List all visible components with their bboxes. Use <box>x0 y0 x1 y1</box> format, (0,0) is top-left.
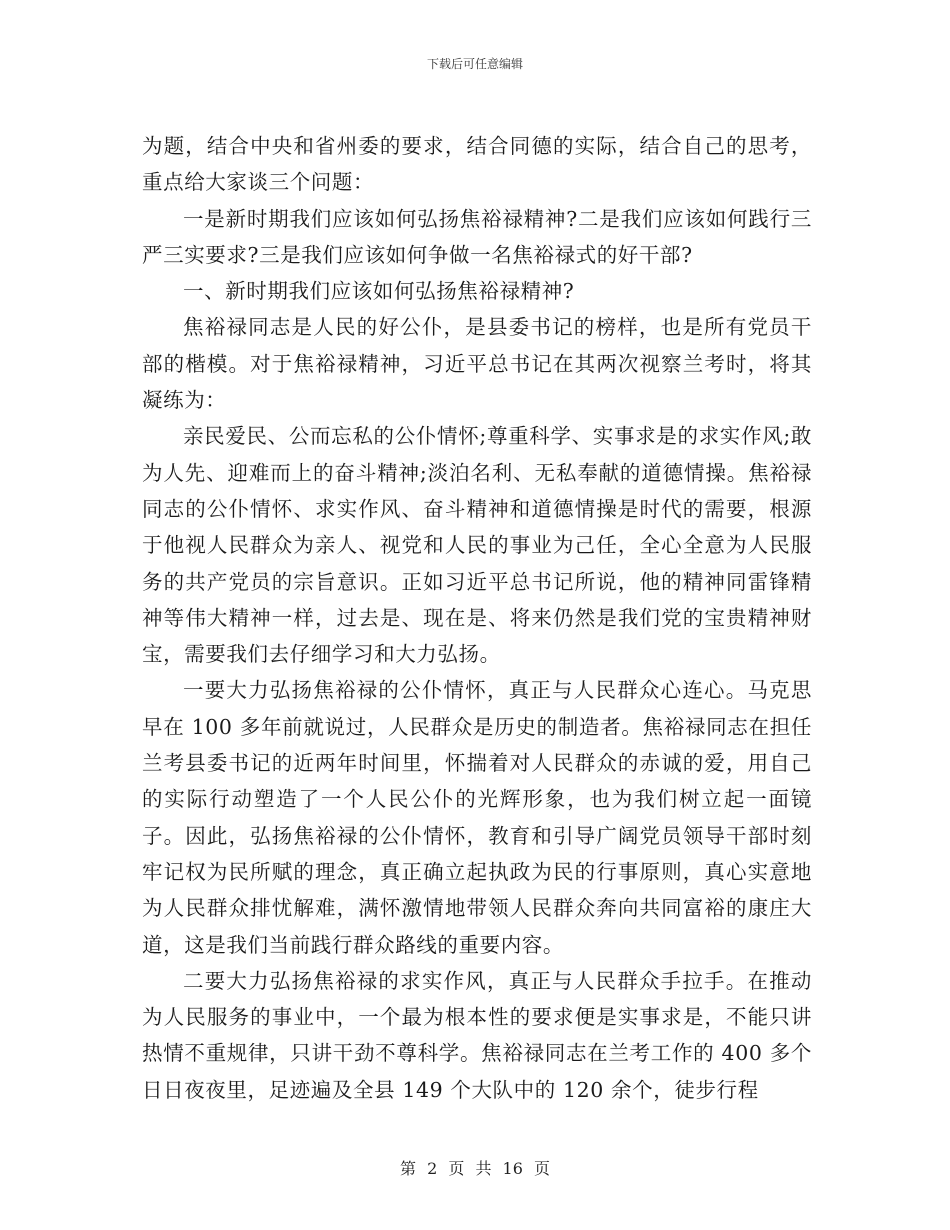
document-body <box>142 128 812 1108</box>
paragraph-point-two: 二要大力弘扬焦裕禄的求实作风，真正与人民群众手拉手。在推动为人民服务的事业中，一个最为根本性的要求便是实事求是，不能只讲热情不重规律，只讲干劲不尊科学。焦裕禄同志在兰考工作的 400 多个日日夜夜里，足迹遍及全县 149 个大队中的 120 余个，徒步行程 <box>142 968 812 1102</box>
page-footer: 第 2 页 共 16 页 <box>400 1159 550 1178</box>
paragraph-spirit: 亲民爱民、公而忘私的公仆情怀;尊重科学、实事求是的求实作风;敢为人先、迎难而上的奋斗精神;淡泊名利、无私奉献的道德情操。焦裕禄同志的公仆情怀、求实作风、奋斗精神和道德情操是时代的需要，根源于他视人民群众为亲人、视党和人民的事业为己任，全心全意为人民服务的共产党员的宗旨意识。正如习近平总书记所说，他的精神同雷锋精神等伟大精神一样，过去是、现在是、将来仍然是我们党的宝贵精神财宝，需要我们去仔细学习和大力弘扬。 <box>142 424 812 667</box>
section-heading: 一、新时期我们应该如何弘扬焦裕禄精神? <box>183 279 575 304</box>
paragraph-point-one: 一要大力弘扬焦裕禄的公仆情怀，真正与人民群众心连心。马克思早在 100 多年前就说过，人民群众是历史的制造者。焦裕禄同志在担任兰考县委书记的近两年时间里，怀揣着对人民群众的赤诚的爱，用自己的实际行动塑造了一个人民公仆的光辉形象，也为我们树立起一面镜子。因此，弘扬焦裕禄的公仆情怀，教育和引导广阔党员领导干部时刻牢记权为民所赋的理念，真正确立起执政为民的行事原则，真心实意地为人民群众排忧解难，满怀激情地带领人民群众奔向共同富裕的康庄大道，这是我们当前践行群众路线的重要内容。 <box>142 678 812 957</box>
paragraph-intro: 焦裕禄同志是人民的好公仆，是县委书记的榜样，也是所有党员干部的楷模。对于焦裕禄精神，习近平总书记在其两次视察兰考时，将其凝练为： <box>142 315 812 413</box>
page-header: 下载后可任意编辑 <box>426 57 523 71</box>
paragraph-continuation: 为题，结合中央和省州委的要求，结合同德的实际，结合自己的思考，重点给大家谈三个问题： <box>142 134 812 195</box>
paragraph-questions: 一是新时期我们应该如何弘扬焦裕禄精神?二是我们应该如何践行三严三实要求?三是我们应该如何争做一名焦裕禄式的好干部? <box>142 206 812 267</box>
